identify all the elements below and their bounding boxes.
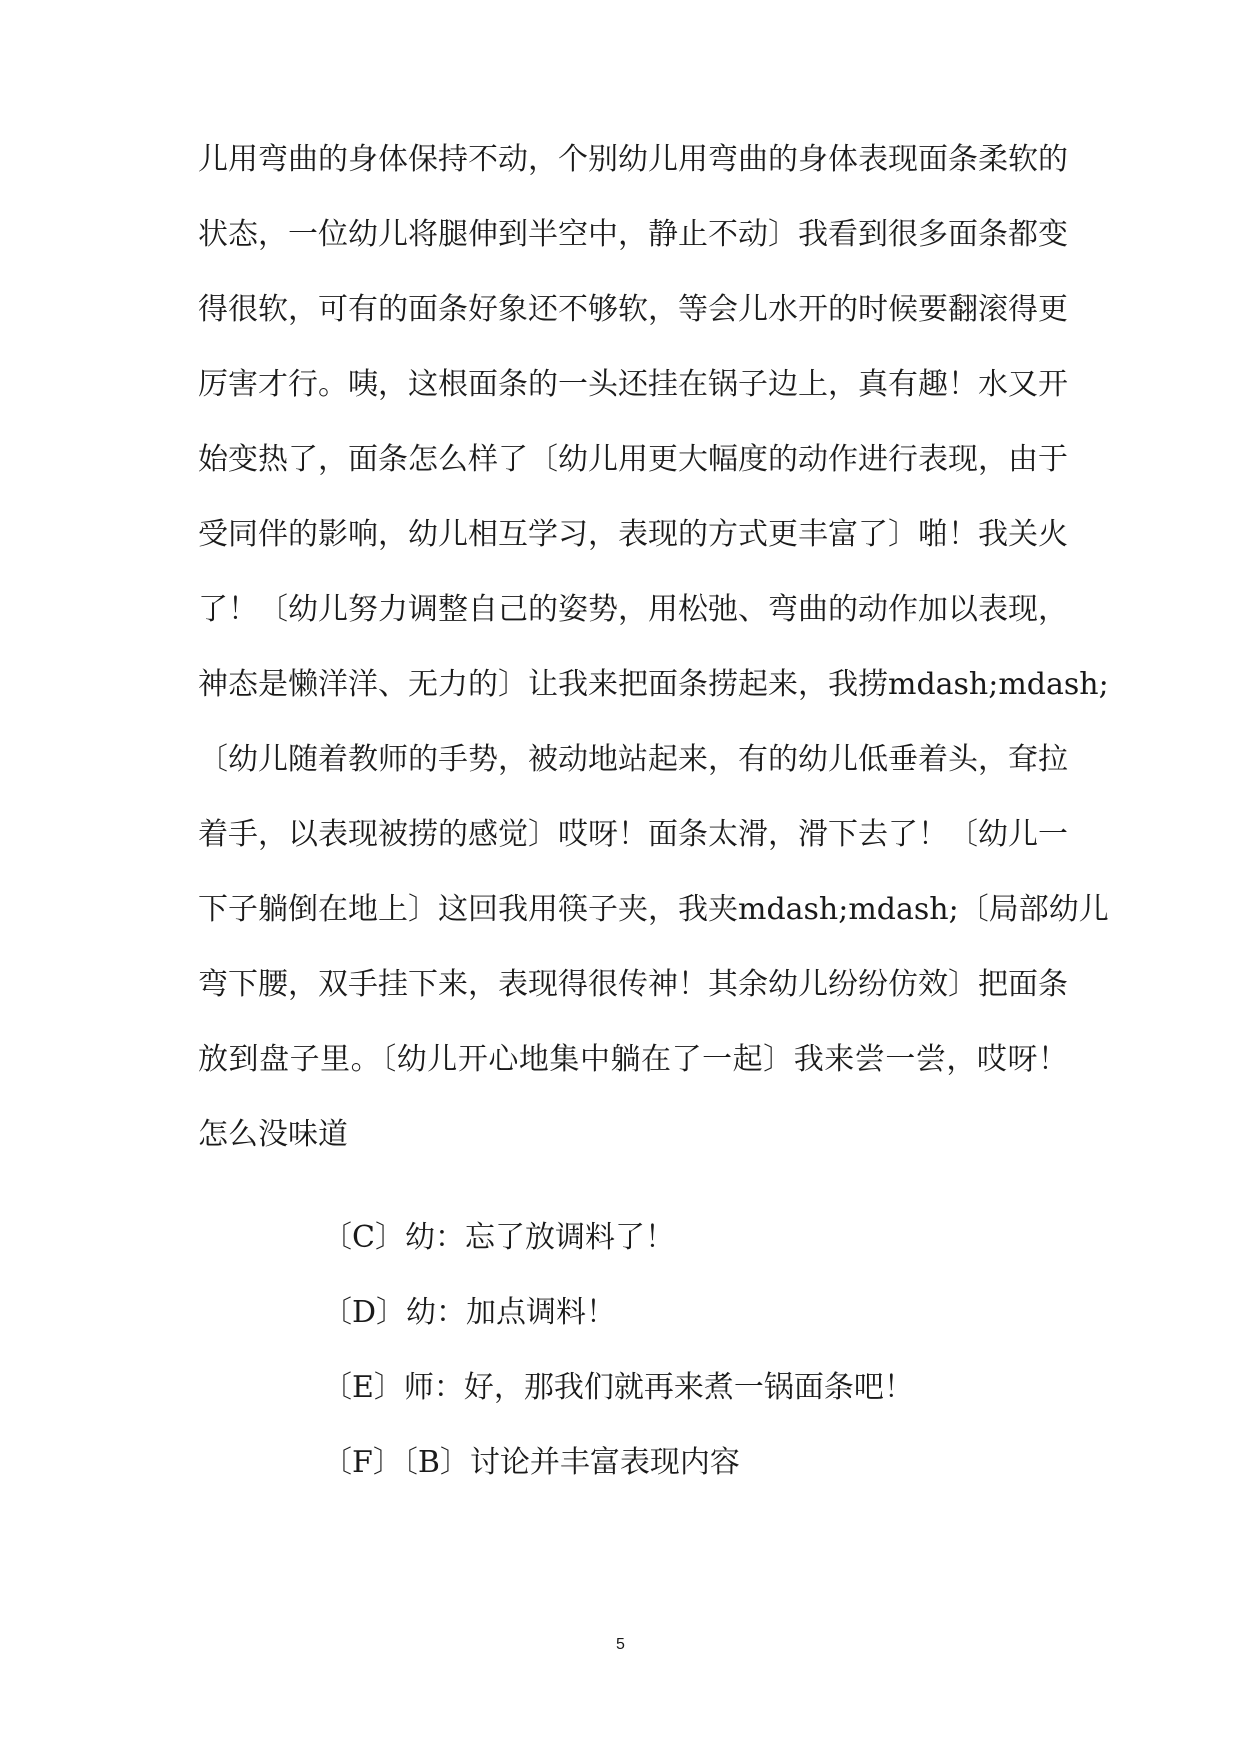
body-line: 儿用弯曲的身体保持不动，个别幼儿用弯曲的身体表现面条柔软的	[198, 142, 1068, 177]
list-item: 〔F〕〔B〕讨论并丰富表现内容	[322, 1445, 740, 1480]
list-item: 〔D〕幼：加点调料！	[322, 1295, 617, 1330]
body-line: 厉害才行。咦，这根面条的一头还挂在锅子边上，真有趣！水又开	[198, 367, 1068, 402]
body-line: 着手，以表现被捞的感觉〕哎呀！面条太滑，滑下去了！〔幼儿一	[198, 817, 1068, 852]
page-number: 5	[616, 1636, 625, 1653]
body-line: 怎么没味道	[198, 1117, 348, 1152]
body-line: 下子躺倒在地上〕这回我用筷子夹，我夹mdash;mdash;〔局部幼儿	[198, 892, 1109, 927]
body-line: 状态，一位幼儿将腿伸到半空中，静止不动〕我看到很多面条都变	[198, 217, 1068, 252]
body-line: 得很软，可有的面条好象还不够软，等会儿水开的时候要翻滚得更	[198, 292, 1068, 327]
list-item: 〔C〕幼：忘了放调料了！	[322, 1220, 675, 1255]
body-line: 受同伴的影响，幼儿相互学习，表现的方式更丰富了〕啪！我关火	[198, 517, 1068, 552]
body-line: 始变热了，面条怎么样了〔幼儿用更大幅度的动作进行表现，由于	[198, 442, 1068, 477]
body-line: 弯下腰，双手挂下来，表现得很传神！其余幼儿纷纷仿效〕把面条	[198, 967, 1068, 1002]
body-line: 放到盘子里。〔幼儿开心地集中躺在了一起〕我来尝一尝，哎呀！	[198, 1042, 1068, 1077]
body-line: 〔幼儿随着教师的手势，被动地站起来，有的幼儿低垂着头，耷拉	[198, 742, 1068, 777]
body-line: 了！〔幼儿努力调整自己的姿势，用松弛、弯曲的动作加以表现，	[198, 592, 1068, 627]
list-item: 〔E〕师：好，那我们就再来煮一锅面条吧！	[322, 1370, 914, 1405]
body-line: 神态是懒洋洋、无力的〕让我来把面条捞起来，我捞mdash;mdash;	[198, 667, 1109, 702]
